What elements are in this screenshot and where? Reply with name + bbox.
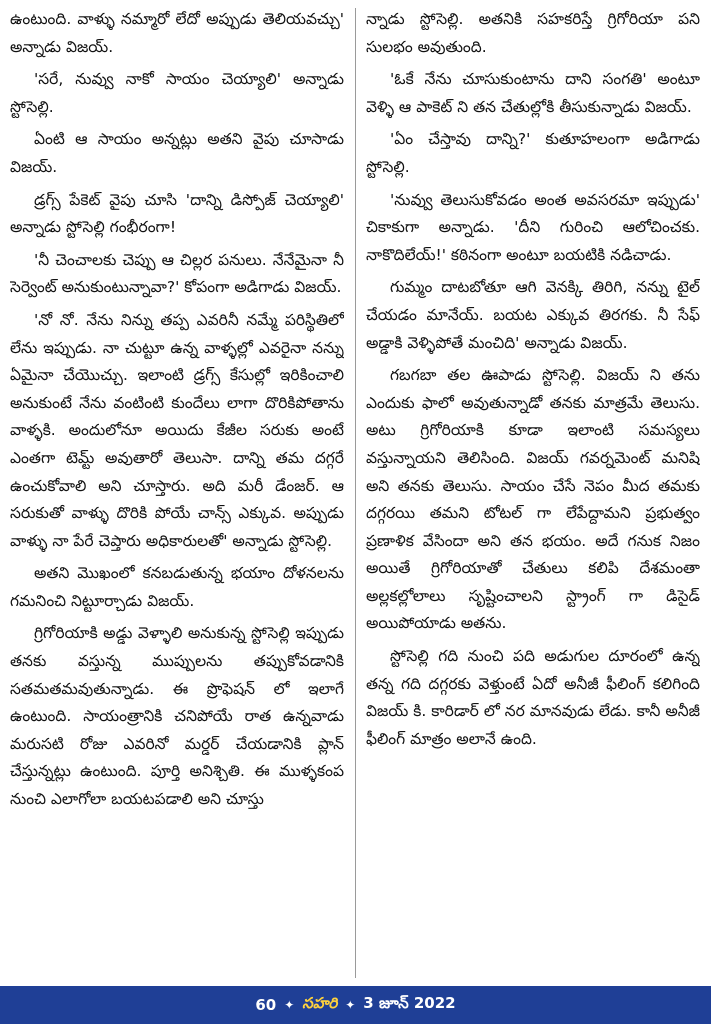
paragraph: గుమ్మం దాటబోతూ ఆగి వెనక్కి తిరిగి, నన్ను టైల్ చేయడం మానేయ్. బయట ఎక్కువ తిరగకు. నీ సేఫ్ అడ్డాకి వెళ్ళిపోతే మంచిది' అన్నాడు విజయ్. bbox=[366, 278, 700, 352]
star-separator-icon: ✦ bbox=[284, 998, 295, 1012]
paragraph: న్నాడు స్టోసెల్లి. అతనికి సహకరిస్తే గ్రిగోరియా పని సులభం అవుతుంది. bbox=[366, 10, 700, 56]
paragraph: ఉంటుంది. వాళ్ళు నమ్మారో లేదో అప్పుడు తెలియవచ్చు' అన్నాడు విజయ్. bbox=[10, 10, 344, 56]
column-divider bbox=[355, 8, 356, 978]
magazine-name: సహరి bbox=[302, 994, 338, 1012]
issue-date: 3 జూన్ 2022 bbox=[363, 994, 456, 1012]
paragraph: 'ఓకే నేను చూసుకుంటాను దాని సంగతి' అంటూ వెళ్ళి ఆ పాకెట్ ని తన చేతుల్లోకి తీసుకున్నాడు విజయ్. bbox=[366, 70, 700, 116]
paragraph: స్టోసెల్లి గది నుంచి పది అడుగుల దూరంలో ఉన్న తన్న గది దగ్గరకు వెళ్తుంటే ఏదో అనీజీ ఫీలింగ్ కలిగింది విజయ్ కి. కారిడార్ లో నర మానవుడు లేడు. కానీ అనీజీ ఫీలింగ్ మాత్రం అలానే ఉంది. bbox=[366, 647, 700, 748]
star-separator-icon: ✦ bbox=[345, 998, 356, 1012]
page-number: 60 bbox=[255, 996, 277, 1014]
left-column bbox=[10, 6, 344, 986]
right-column bbox=[366, 6, 700, 986]
paragraph: 'నీ చెంచాలకు చెప్పు ఆ చిల్లర పనులు. నేనేమైనా నీ సెర్వెంట్ అనుకుంటున్నావా?' కోపంగా అడిగాడు విజయ్. bbox=[10, 250, 344, 297]
paragraph: అతని మొఖంలో కనబడుతున్న భయాం దోళనలను గమనించి నిట్టూర్చాడు విజయ్. bbox=[10, 564, 344, 610]
paragraph: గబగబా తల ఊపాడు స్టోసెల్లి. విజయ్ ని తను ఎందుకు ఫాలో అవుతున్నాడో తనకు మాత్రమే తెలుసు. అటు గ్రిగోరియాకి కూడా ఇలాంటి సమస్యలు వస్తున్నాయని తెలిసింది. విజయ్ గవర్నమెంట్ మనిషి అని తనకు తెలుసు. సాయం చేసే నెపం మీద తమకు దగ్గరయి తమని టోటల్ గా లేపేద్దామని ప్రభుత్వం ప్రణాళిక వేసిందా అని తన భయం. అదే గనుక నిజం అయితే గ్రిగోరియాతో చేతులు కలిపి దేశమంతా అల్లకల్లోలాలు సృష్టించాలని స్ట్రాంగ్ గా డిసైడ్ అయిపోయాడు అతను. bbox=[366, 366, 700, 633]
paragraph: ఏంటి ఆ సాయం అన్నట్లు అతని వైపు చూసాడు విజయ్. bbox=[10, 130, 344, 176]
paragraph: గ్రిగోరియాకి అడ్డు వెళ్ళాలి అనుకున్న స్టోసెల్లి ఇప్పుడు తనకు వస్తున్న ముప్పులను తప్పుకోవడానికి సతమతమవుతున్నాడు. ఈ ప్రొఫెషన్ లో ఇలాగే ఉంటుంది. సాయంత్రానికి చనిపోయే రాత ఉన్నవాడు మరుసటి రోజు ఎవరినో మర్డర్ చేయడానికి ప్లాన్ చేస్తున్నట్లు ఉంటుంది. పూర్తి అనిశ్చితి. ఈ ముళ్ళకంప నుంచి ఎలాగోలా బయటపడాలి అని చూస్తు bbox=[10, 624, 344, 809]
paragraph: 'ఏం చేస్తావు దాన్ని?' కుతూహలంగా అడిగాడు స్టోసెల్లి. bbox=[366, 130, 700, 176]
paragraph: 'నో నో. నేను నిన్ను తప్ప ఎవరినీ నమ్మే పరిస్థితిలో లేను ఇప్పుడు. నా చుట్టూ ఉన్న వాళ్ళల్లో ఎవరైనా నన్ను ఏమైనా చేయొచ్చు. ఇలాంటి డ్రగ్స్ కేసుల్లో ఇరికించాలి అనుకుంటే నేను వంటింటి కుందేలు లాగా దొరికిపోతాను వాళ్ళకి. అందులోనూ అయిదు కేజీల సరుకు అంటే ఎంతగా టెమ్ట్ అవుతారో తెలుసా. దాన్ని తమ దగ్గరే ఉంచుకోవాలి అని చూస్తారు. అది మరీ డేంజర్. ఆ సరుకుతో వాళ్ళు దొరికి పోయే చాన్స్ ఎక్కువ. అప్పుడు వాళ్ళు నా పేరే చెప్తారు అధికారులతో' అన్నాడు స్టోసెల్లి. bbox=[10, 310, 344, 550]
paragraph: డ్రగ్స్ పేకెట్ వైపు చూసి 'దాన్ని డిస్పోజ్ చెయ్యాలి' అన్నాడు స్టోసెల్లి గంభీరంగా! bbox=[10, 190, 344, 237]
paragraph: 'సరే, నువ్వు నాకో సాయం చెయ్యాలి' అన్నాడు స్టోసెల్లి. bbox=[10, 70, 344, 116]
paragraph: 'నువ్వు తెలుసుకోవడం అంత అవసరమా ఇప్పుడు' చికాకుగా అన్నాడు. 'దీని గురించి ఆలోచించకు. నాకొదిలేయ్!' కఠినంగా అంటూ బయటికి నడిచాడు. bbox=[366, 190, 700, 264]
page-footer bbox=[0, 986, 711, 1024]
